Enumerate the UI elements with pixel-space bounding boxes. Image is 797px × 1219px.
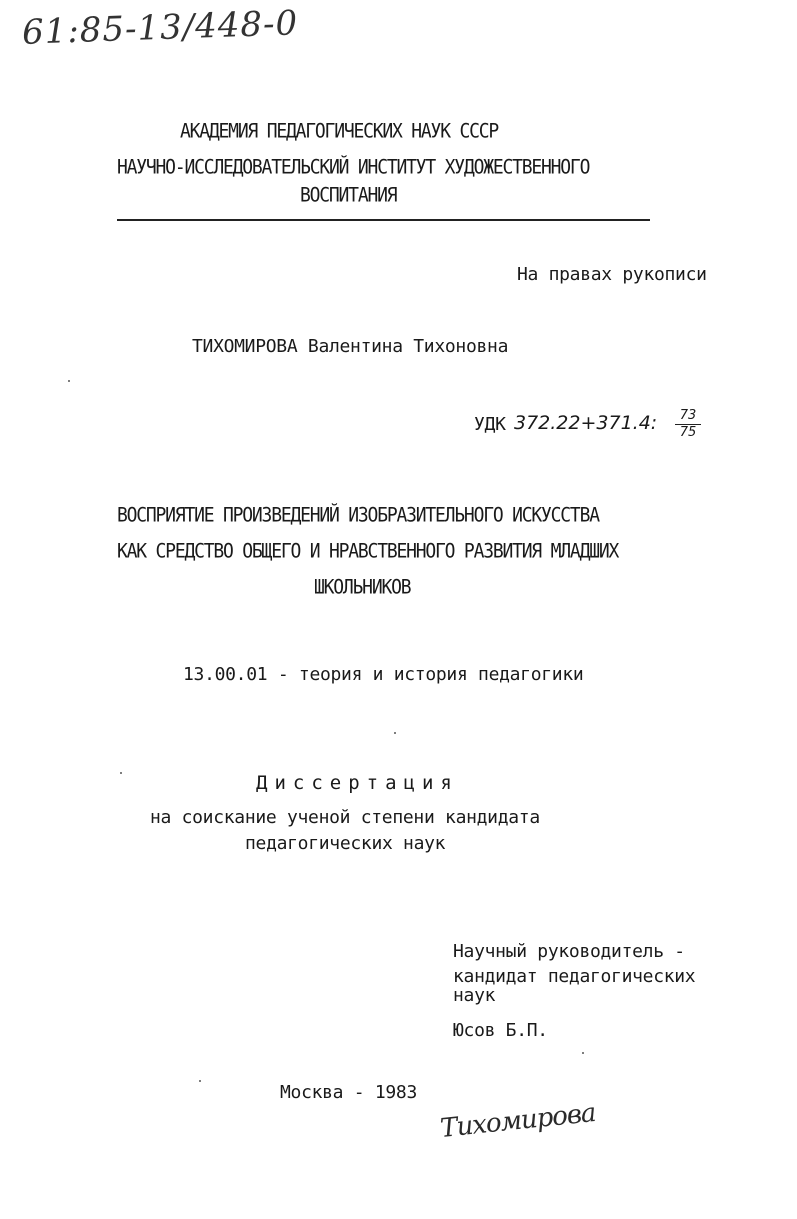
header-divider (117, 219, 650, 221)
city-year: Москва - 1983 (280, 1082, 417, 1103)
degree-line-2: педагогических наук (245, 833, 446, 854)
udc-denominator: 75 (679, 425, 697, 440)
title-line-3: ШКОЛЬНИКОВ (314, 576, 411, 599)
header-academy: АКАДЕМИЯ ПЕДАГОГИЧЕСКИХ НАУК СССР (180, 120, 499, 143)
author-name: ТИХОМИРОВА Валентина Тихоновна (192, 336, 509, 357)
udc-numerator: 73 (679, 408, 697, 423)
scan-speck (582, 1052, 584, 1054)
archive-mark: 61:85-13/448-0 (21, 3, 299, 53)
supervisor-title: Научный руководитель - (453, 941, 685, 962)
scan-speck (394, 732, 396, 734)
degree-line-1: на соискание ученой степени кандидата (150, 807, 540, 828)
header-institute: НАУЧНО-ИССЛЕДОВАТЕЛЬСКИЙ ИНСТИТУТ ХУДОЖЕСТВЕННОГО (117, 156, 590, 179)
scan-speck (68, 380, 70, 382)
supervisor-name: Юсов Б.П. (453, 1020, 548, 1041)
udc-fraction (675, 409, 701, 440)
udc-code: 372.22+371.4: (514, 412, 658, 434)
dissertation-heading: Диссертация (256, 772, 459, 794)
scan-speck (120, 772, 122, 774)
supervisor-degree: кандидат педагогических (453, 966, 696, 987)
header-institute-cont: ВОСПИТАНИЯ (300, 184, 397, 207)
specialty-code: 13.00.01 - теория и история педагогики (183, 664, 584, 685)
title-line-1: ВОСПРИЯТИЕ ПРОИЗВЕДЕНИЙ ИЗОБРАЗИТЕЛЬНОГО ИСКУССТВА (117, 504, 599, 527)
title-line-2: КАК СРЕДСТВО ОБЩЕГО И НРАВСТВЕННОГО РАЗВИТИЯ МЛАДШИХ (117, 540, 619, 563)
udc-label: УДК (474, 414, 506, 435)
manuscript-note: На правах рукописи (517, 264, 707, 285)
scan-speck (199, 1080, 201, 1082)
supervisor-degree-cont: наук (453, 985, 496, 1006)
author-signature: Тихомирова (438, 1097, 597, 1145)
